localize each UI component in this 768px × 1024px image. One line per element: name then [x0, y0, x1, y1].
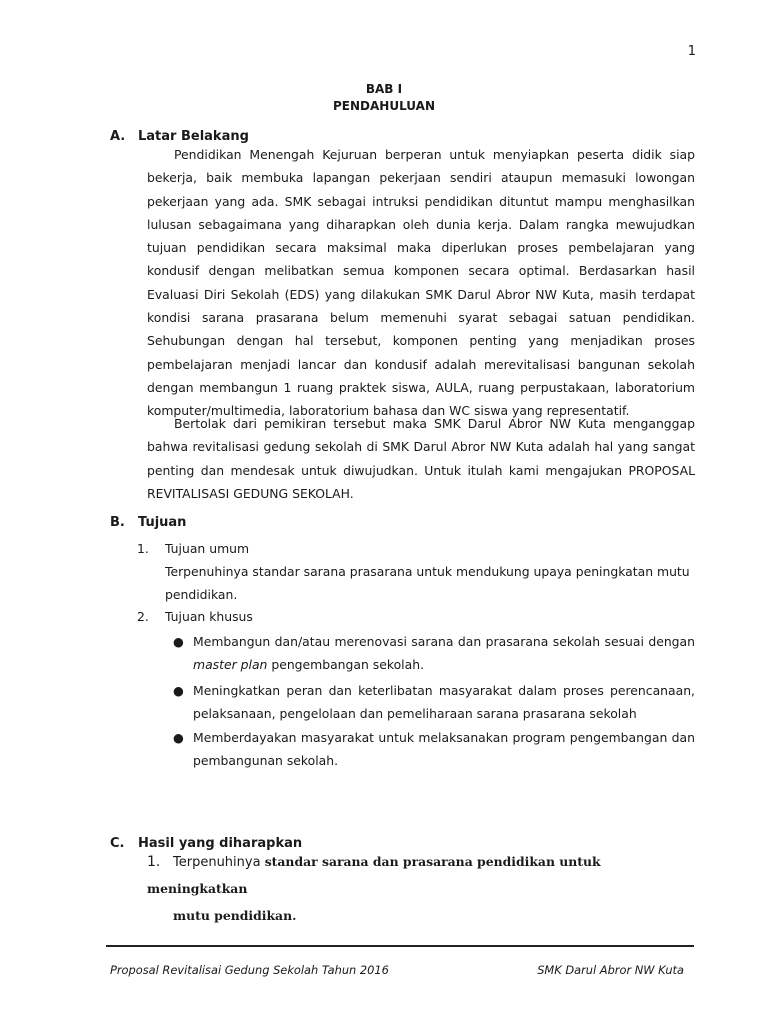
footer-left-text: Proposal Revitalisai Gedung Sekolah Tahun 2016 — [110, 963, 389, 977]
section-c-title: Hasil yang diharapkan — [138, 836, 303, 851]
goal-general-text: Terpenuhinya standar sarana prasarana untuk mendukung upaya peningkatan mutu pendidikan. — [165, 564, 690, 602]
goal-general-item — [137, 541, 249, 556]
footer-right-text: SMK Darul Abror NW Kuta — [537, 963, 684, 977]
master-plan-term: master plan — [193, 657, 268, 672]
bullet-icon: ● — [173, 730, 184, 745]
expected-result-line2: mutu pendidikan. — [173, 908, 297, 923]
section-a-paragraph-1: Pendidikan Menengah Kejuruan berperan untuk menyiapkan peserta didik siap bekerja, baik membuka lapangan pekerjaan sendiri ataupun memasuki lowongan pekerjaan yang ada. SMK sebagai intruksi pendidikan dituntut mampu menghasilkan lulusan sebagaimana yang diharapkan oleh dunia kerja. Dalam rangka mewujudkan tujuan pendidikan secara maksimal maka diperlukan proses pembelajaran yang kondusif dengan melibatkan semua komponen secara optimal. Berdasarkan hasil Evaluasi Diri Sekolah (EDS) yang dilakukan SMK Darul Abror NW Kuta, masih terdapat kondisi sarana prasarana belum memenuhi syarat sebagai satuan pendidikan. Sehubungan dengan hal tersebut, komponen penting yang menjadikan proses pembelajaran menjadi lancar dan kondusif adalah merevitalisasi bangunan sekolah dengan membangun 1 ruang praktek siswa, AULA, ruang perpustakaan, laboratorium komputer/multimedia, laboratorium bahasa dan WC siswa yang representatif. — [147, 147, 695, 419]
goal-specific-number: 2. — [137, 609, 149, 624]
chapter-title: PENDAHULUAN — [333, 99, 435, 113]
goal-bullet-3-text: Memberdayakan masyarakat untuk melaksanakan program pengembangan dan pembangunan sekolah. — [193, 730, 695, 768]
expected-result-lead: Terpenuhinya — [173, 855, 261, 870]
expected-result-item — [147, 849, 697, 930]
goal-bullet-2 — [173, 679, 695, 725]
goal-bullet-3 — [173, 726, 695, 772]
goal-bullet-1 — [173, 630, 695, 676]
page-number: 1 — [687, 44, 696, 59]
goal-bullet-1-text: Membangun dan/atau merenovasi sarana dan prasarana sekolah sesuai dengan master plan pengembangan sekolah. — [193, 634, 695, 672]
section-a-paragraph-2: Bertolak dari pemikiran tersebut maka SMK Darul Abror NW Kuta menganggap bahwa revitalisasi gedung sekolah di SMK Darul Abror NW Kuta adalah hal yang sangat penting dan mendesak untuk diwujudkan. Untuk itulah kami mengajukan PROPOSAL REVITALISASI GEDUNG SEKOLAH. — [147, 416, 695, 501]
expected-result-bold: standar sarana dan prasarana pendidikan untuk meningkatkan — [147, 854, 601, 896]
section-a-title: Latar Belakang — [138, 129, 249, 144]
footer-divider — [106, 945, 694, 947]
chapter-number: BAB I — [365, 82, 403, 96]
goal-specific-label: Tujuan khusus — [165, 609, 253, 624]
goal-specific-item — [137, 609, 253, 624]
section-b-title: Tujuan — [138, 515, 187, 530]
bullet-icon: ● — [173, 634, 184, 649]
expected-result-number: 1. — [147, 854, 161, 870]
goal-general-label: Tujuan umum — [165, 541, 250, 556]
section-b-heading — [110, 515, 186, 530]
section-a-letter: A. — [110, 129, 126, 144]
goal-general-number: 1. — [137, 541, 149, 556]
section-c-letter: C. — [110, 836, 125, 851]
section-a-heading — [110, 129, 249, 144]
section-b-letter: B. — [110, 515, 125, 530]
goal-bullet-2-text: Meningkatkan peran dan keterlibatan masyarakat dalam proses perencanaan, pelaksanaan, pengelolaan dan pemeliharaan sarana prasarana sekolah — [193, 683, 695, 721]
bullet-icon: ● — [173, 683, 184, 698]
